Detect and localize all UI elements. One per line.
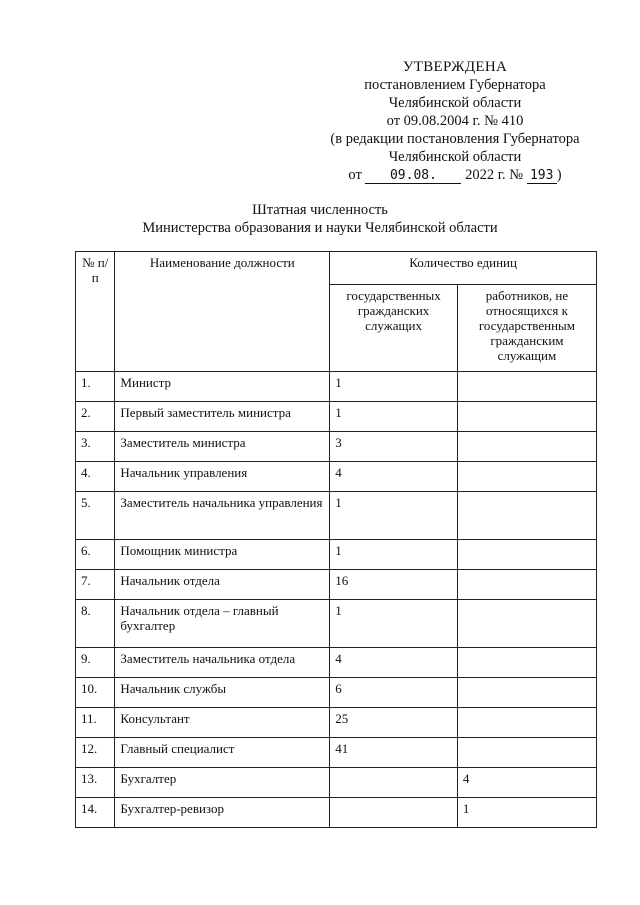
approval-line-1: постановлением Губернатора	[364, 77, 546, 93]
year-label: 2022 г. №	[465, 167, 524, 183]
row-gov-count	[330, 798, 458, 828]
row-gov-count: 4	[330, 648, 458, 678]
table-row	[76, 768, 597, 798]
title-line-1: Штатная численность	[252, 202, 388, 218]
approval-heading: УТВЕРЖДЕНА	[402, 59, 508, 75]
row-position: Консультант	[115, 708, 330, 738]
row-position: Первый заместитель министра	[115, 402, 330, 432]
row-other-count	[457, 600, 596, 648]
row-other-count	[457, 738, 596, 768]
row-other-count	[457, 462, 596, 492]
title-line-2: Министерства образования и науки Челябинской области	[142, 220, 498, 236]
approval-line-3: от 09.08.2004 г. № 410	[386, 113, 524, 129]
row-num: 13.	[76, 768, 115, 798]
row-gov-count: 25	[330, 708, 458, 738]
row-position: Бухгалтер	[115, 768, 330, 798]
row-gov-count: 6	[330, 678, 458, 708]
row-num: 14.	[76, 798, 115, 828]
header-units: Количество единиц	[330, 252, 597, 285]
table-row	[76, 492, 597, 540]
table-row	[76, 648, 597, 678]
row-num: 3.	[76, 432, 115, 462]
table-row	[76, 540, 597, 570]
row-other-count	[457, 678, 596, 708]
row-gov-count: 4	[330, 462, 458, 492]
row-num: 5.	[76, 492, 115, 540]
staffing-table	[75, 251, 597, 828]
row-other-count	[457, 648, 596, 678]
header-num: № п/п	[76, 252, 115, 372]
row-gov-count: 1	[330, 600, 458, 648]
table-row	[76, 678, 597, 708]
row-gov-count: 1	[330, 372, 458, 402]
row-other-count	[457, 432, 596, 462]
row-position: Начальник службы	[115, 678, 330, 708]
row-position: Начальник отдела – главный бухгалтер	[115, 600, 330, 648]
row-other-count: 1	[457, 798, 596, 828]
row-position: Начальник отдела	[115, 570, 330, 600]
closing-paren: )	[556, 167, 562, 183]
header-position: Наименование должности	[115, 252, 330, 372]
row-num: 1.	[76, 372, 115, 402]
row-position: Начальник управления	[115, 462, 330, 492]
amendment-number: 193	[527, 169, 557, 184]
approval-stamp-block	[300, 58, 610, 184]
row-gov-count: 41	[330, 738, 458, 768]
row-num: 11.	[76, 708, 115, 738]
table-row	[76, 738, 597, 768]
amendment-date: 09.08.	[365, 169, 461, 184]
row-gov-count: 1	[330, 402, 458, 432]
amendment-date-line	[300, 166, 610, 184]
row-position: Министр	[115, 372, 330, 402]
row-num: 7.	[76, 570, 115, 600]
approval-line-5: Челябинской области	[388, 149, 522, 165]
row-num: 8.	[76, 600, 115, 648]
header-other-workers: работников, не относящихся к государственным гражданским служащим	[457, 285, 596, 372]
row-gov-count: 3	[330, 432, 458, 462]
row-other-count	[457, 540, 596, 570]
row-gov-count: 16	[330, 570, 458, 600]
table-row	[76, 708, 597, 738]
row-gov-count: 1	[330, 540, 458, 570]
table-row	[76, 402, 597, 432]
row-gov-count: 1	[330, 492, 458, 540]
row-num: 2.	[76, 402, 115, 432]
row-position: Бухгалтер-ревизор	[115, 798, 330, 828]
approval-line-2: Челябинской области	[388, 95, 522, 111]
row-gov-count	[330, 768, 458, 798]
row-other-count	[457, 492, 596, 540]
from-label: от	[348, 167, 362, 183]
table-row	[76, 462, 597, 492]
row-position: Заместитель министра	[115, 432, 330, 462]
row-other-count: 4	[457, 768, 596, 798]
approval-line-4: (в редакции постановления Губернатора	[330, 131, 580, 147]
row-other-count	[457, 402, 596, 432]
row-position: Заместитель начальника отдела	[115, 648, 330, 678]
table-row	[76, 798, 597, 828]
document-title	[0, 201, 640, 237]
row-num: 9.	[76, 648, 115, 678]
row-position: Заместитель начальника управления	[115, 492, 330, 540]
table-row	[76, 372, 597, 402]
table-row	[76, 600, 597, 648]
row-num: 12.	[76, 738, 115, 768]
row-num: 6.	[76, 540, 115, 570]
row-num: 4.	[76, 462, 115, 492]
row-position: Главный специалист	[115, 738, 330, 768]
row-position: Помощник министра	[115, 540, 330, 570]
table-row	[76, 432, 597, 462]
row-num: 10.	[76, 678, 115, 708]
row-other-count	[457, 570, 596, 600]
header-gov-servants: государственных гражданских служащих	[330, 285, 458, 372]
row-other-count	[457, 372, 596, 402]
row-other-count	[457, 708, 596, 738]
table-row	[76, 570, 597, 600]
